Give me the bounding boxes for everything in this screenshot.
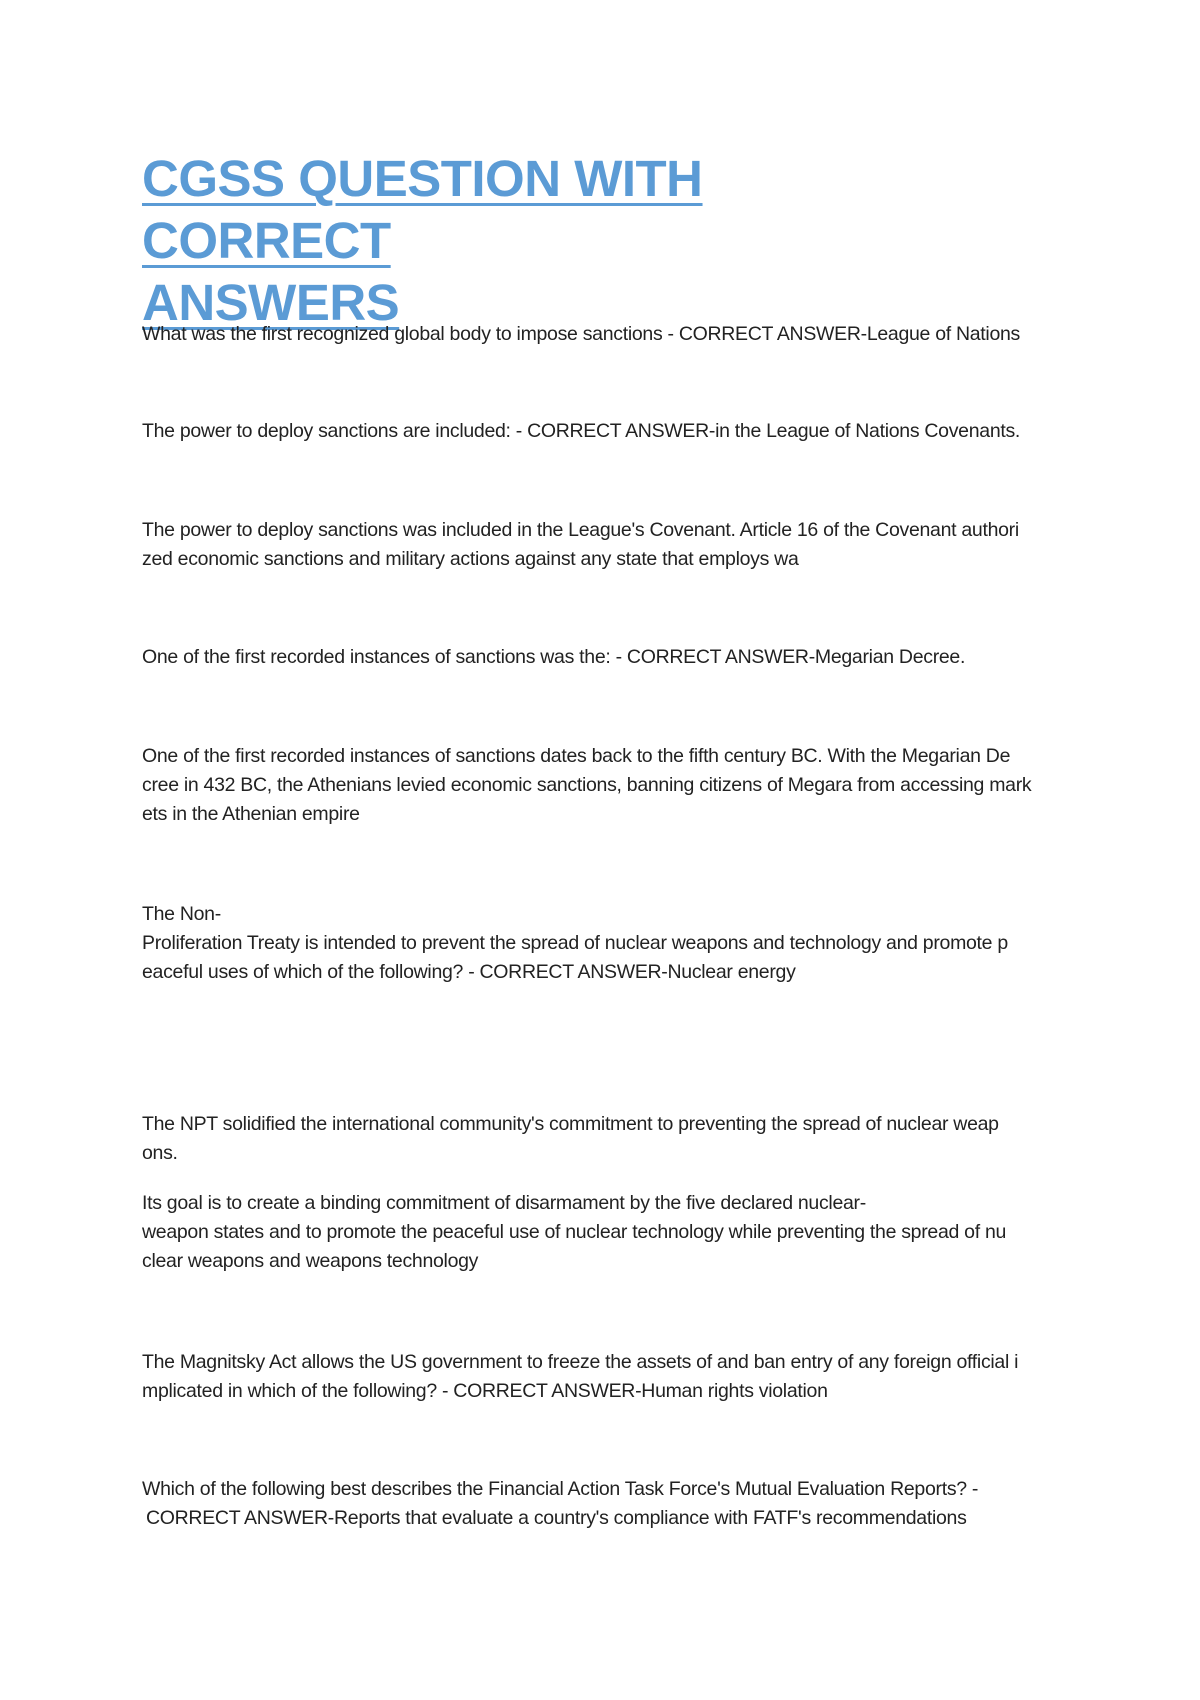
- qa-paragraph-5: [142, 1348, 1072, 1406]
- title-line: ANSWERS: [142, 274, 400, 331]
- paragraph-line: eaceful uses of which of the following? - CORRECT ANSWER-Nuclear energy: [142, 961, 796, 983]
- paragraph-line: ons.: [142, 1142, 178, 1164]
- paragraph-line: mplicated in which of the following? - CORRECT ANSWER-Human rights violation: [142, 1380, 828, 1402]
- document-title: [142, 148, 962, 334]
- paragraph-line: The power to deploy sanctions was included in the League's Covenant. Article 16 of the Covenant authori: [142, 519, 1019, 541]
- explanation-paragraph-1: [142, 516, 1072, 574]
- explanation-paragraph-4: [142, 1189, 1072, 1276]
- paragraph-line: One of the first recorded instances of sanctions was the: - CORRECT ANSWER-Megarian Decree.: [142, 646, 966, 668]
- paragraph-line: Its goal is to create a binding commitment of disarmament by the five declared nuclear-: [142, 1192, 866, 1214]
- paragraph-line: zed economic sanctions and military actions against any state that employs wa: [142, 548, 799, 570]
- paragraph-line: The power to deploy sanctions are included: - CORRECT ANSWER-in the League of Nations Covenants.: [142, 420, 1021, 442]
- explanation-paragraph-2: [142, 742, 1072, 829]
- title-line: CGSS QUESTION WITH CORRECT: [142, 150, 703, 269]
- paragraph-line: One of the first recorded instances of sanctions dates back to the fifth century BC. With the Megarian De: [142, 745, 1011, 767]
- paragraph-line: Which of the following best describes the Financial Action Task Force's Mutual Evaluation Reports? -: [142, 1478, 979, 1500]
- qa-paragraph-3: [142, 643, 1072, 672]
- paragraph-line: What was the first recognized global body to impose sanctions - CORRECT ANSWER-League of Nations: [142, 323, 1020, 345]
- paragraph-line: cree in 432 BC, the Athenians levied economic sanctions, banning citizens of Megara from accessing mark: [142, 774, 1032, 796]
- qa-paragraph-2: [142, 417, 1072, 446]
- paragraph-line: CORRECT ANSWER-Reports that evaluate a country's compliance with FATF's recommendations: [146, 1507, 967, 1529]
- paragraph-line: The Magnitsky Act allows the US government to freeze the assets of and ban entry of any foreign official i: [142, 1351, 1019, 1373]
- explanation-paragraph-3: [142, 1110, 1072, 1168]
- paragraph-line: ets in the Athenian empire: [142, 803, 360, 825]
- qa-paragraph-6: [142, 1475, 1072, 1533]
- qa-paragraph-4: [142, 900, 1072, 987]
- qa-paragraph-1: [142, 320, 1072, 349]
- paragraph-line: Proliferation Treaty is intended to prevent the spread of nuclear weapons and technology and promote p: [142, 932, 1008, 954]
- paragraph-line: The Non-: [142, 903, 221, 925]
- paragraph-line: clear weapons and weapons technology: [142, 1250, 479, 1272]
- paragraph-line: weapon states and to promote the peaceful use of nuclear technology while preventing the spread of nu: [142, 1221, 1007, 1243]
- paragraph-line: The NPT solidified the international community's commitment to preventing the spread of nuclear weap: [142, 1113, 999, 1135]
